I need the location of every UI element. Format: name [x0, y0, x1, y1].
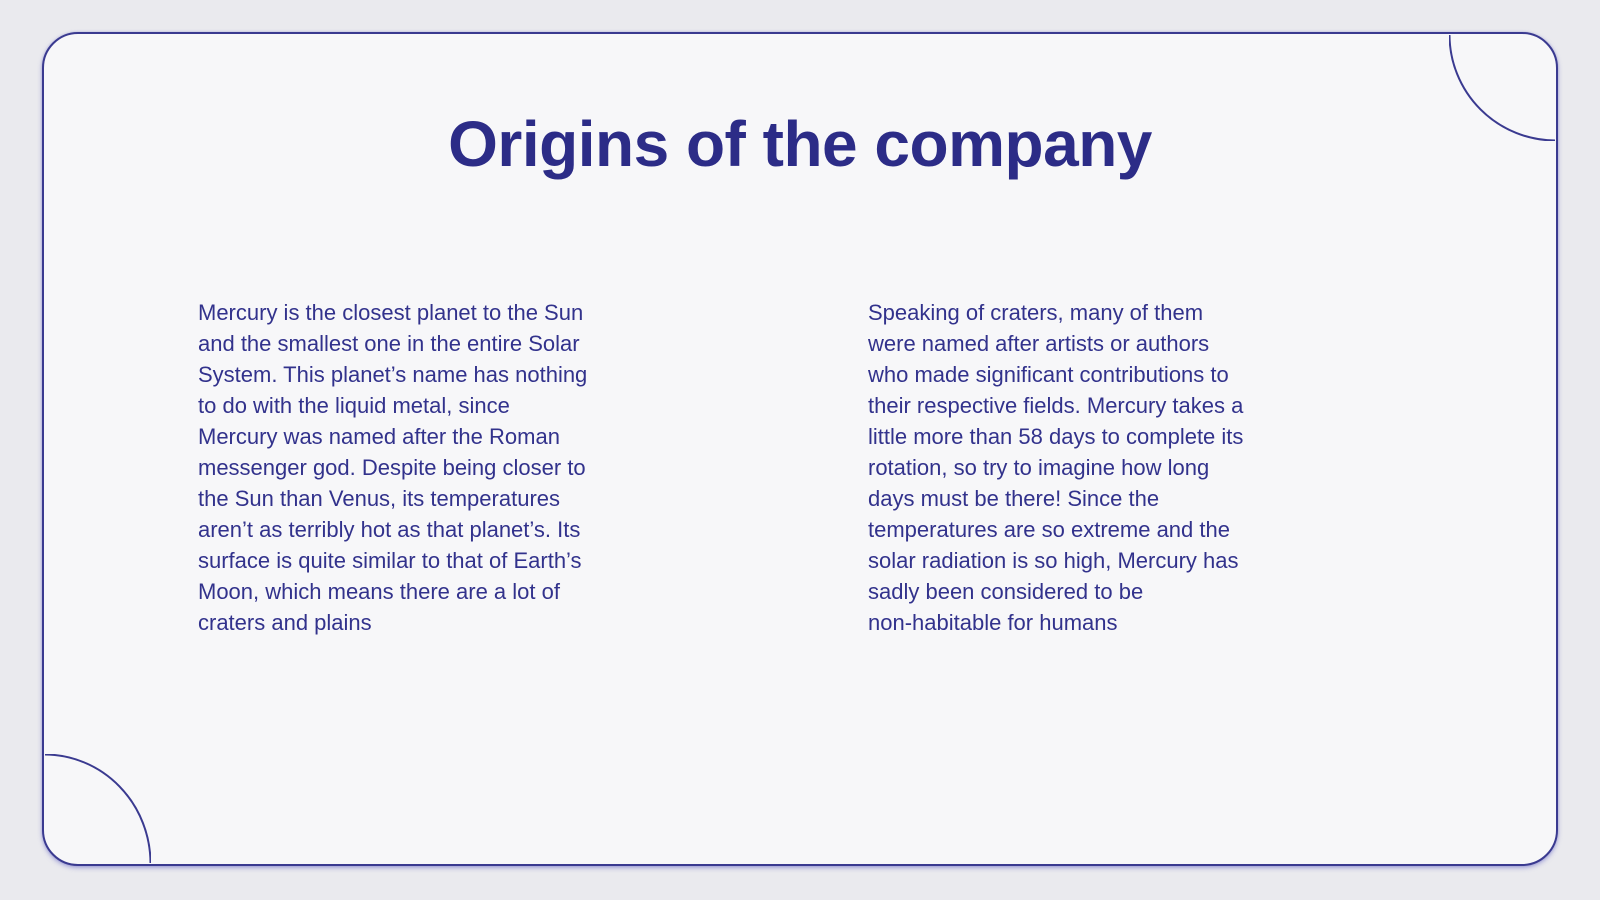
slide-card [42, 32, 1558, 866]
body-text-left-column: Mercury is the closest planet to the Sun and the smallest one in the entire Solar System. This planet’s name has nothing to do with the liquid metal, since Mercury was named after the Roman messenger god. Despite being closer to the Sun than Venus, its temperatures aren’t as terribly hot as that planet’s. Its surface is quite similar to that of Earth’s Moon, which means there are a lot of craters and plains [198, 300, 588, 635]
corner-arc-bottom-left-icon [44, 754, 151, 864]
body-text-right-column: Speaking of craters, many of them were named after artists or authors who made significant contributions to their respective fields. Mercury takes a little more than 58 days to complete its rotation, so try to imagine how long days must be there! Since the temperatures are so extreme and the solar radiation is so high, Mercury has sadly been considered to be non-habitable for humans [868, 300, 1244, 635]
slide-title: Origins of the company [448, 108, 1152, 180]
